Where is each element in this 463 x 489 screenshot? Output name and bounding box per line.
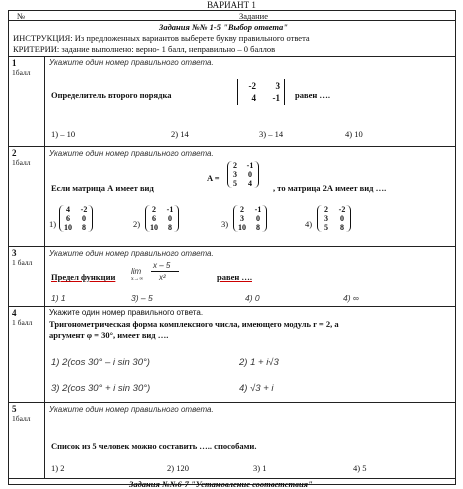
matrix-cell: 0 [168, 214, 172, 223]
answer-option-1[interactable]: 1) – 10 [51, 129, 76, 139]
column-header-num: № [17, 11, 26, 21]
answer-option-1[interactable]: 1) 2 [51, 463, 65, 473]
matrix-cell: 10 [238, 223, 246, 232]
column-header-task: Задание [239, 11, 268, 21]
answer-option-3[interactable]: 4) 0 [245, 293, 260, 303]
task-number-cell [9, 307, 45, 402]
answer-option-4-label[interactable]: 4) [305, 219, 313, 229]
task-content [49, 307, 451, 402]
matrix-cell: 0 [248, 170, 252, 179]
matrix-cell: -1 [254, 205, 262, 214]
intro-row [9, 21, 455, 57]
next-section-title: Задания №№6-7 "Установление соответствия" [129, 479, 313, 489]
answer-option-3-label[interactable]: 3) [221, 219, 229, 229]
answer-option-3[interactable]: 3) – 14 [259, 129, 284, 139]
matrix-cell: 8 [340, 223, 344, 232]
limit-symbol: lim [131, 267, 142, 276]
task-question: Если матрица А имеет вид [51, 183, 154, 193]
matrix-cell: 3 [240, 214, 244, 223]
matrix-cell: -2 [80, 205, 88, 214]
answer-option-3[interactable]: 3) 1 [253, 463, 267, 473]
matrix-cell: -1 [246, 161, 254, 170]
matrix-cell: -1 [166, 205, 174, 214]
task-table [8, 10, 456, 489]
matrix-cell: 2 [240, 205, 244, 214]
matrix-cell: 6 [66, 214, 70, 223]
matrix-cell: 2 [152, 205, 156, 214]
matrix-cell: 3 [233, 170, 237, 179]
task-question: Предел функции [51, 272, 116, 282]
answer-option-1-label[interactable]: 1) [49, 219, 57, 229]
matrix-cell: 2 [233, 161, 237, 170]
task-content [49, 403, 451, 478]
matrix-cell: 6 [152, 214, 156, 223]
matrix-label: A = [207, 173, 220, 183]
det-cell: -1 [272, 93, 280, 103]
task-content [49, 57, 451, 146]
answer-option-4[interactable]: 4) ∞ [343, 293, 359, 303]
answer-option-3-matrix[interactable] [233, 205, 267, 232]
task-number-cell [9, 57, 45, 146]
task-number: 1 [12, 58, 17, 68]
answer-option-1[interactable]: 1) 1 [51, 293, 66, 303]
task-question-tail: равен …. [295, 90, 330, 100]
task-question: Определитель второго порядка [51, 90, 172, 100]
table-header-row [9, 11, 455, 21]
matrix-cell: 8 [168, 223, 172, 232]
answer-option-4[interactable]: 4) √3 + i [239, 383, 274, 394]
matrix-cell: 2 [324, 205, 328, 214]
determinant-matrix [237, 79, 285, 105]
task-hint: Укажите один номер правильного ответа. [49, 405, 214, 414]
criteria-text: КРИТЕРИИ: задание выполнено: верно- 1 балл, неправильно – 0 баллов [13, 44, 276, 54]
answer-option-2[interactable]: 3) – 5 [131, 293, 153, 303]
task-number: 4 [12, 308, 17, 318]
task-points: 1 балл [12, 258, 33, 267]
task-question: Список из 5 человек можно составить ….. способами. [51, 441, 257, 451]
limit-subscript: x→∞ [131, 276, 144, 282]
section-title: Задания №№ 1-5 "Выбор ответа" [159, 22, 288, 32]
matrix-cell: 0 [82, 214, 86, 223]
answer-option-2[interactable]: 2) 120 [167, 463, 189, 473]
matrix-cell: -2 [338, 205, 346, 214]
det-cell: 3 [275, 81, 280, 91]
footer-row [9, 479, 455, 489]
task-number: 2 [12, 148, 17, 158]
task-content [49, 247, 451, 306]
matrix-cell: 3 [324, 214, 328, 223]
matrix-cell: 8 [256, 223, 260, 232]
task-number-cell [9, 403, 45, 478]
det-cell: -2 [248, 81, 256, 91]
answer-option-2-label[interactable]: 2) [133, 219, 141, 229]
matrix-cell: 4 [66, 205, 70, 214]
answer-option-4-matrix[interactable] [317, 205, 351, 232]
det-cell: 4 [251, 93, 256, 103]
matrix-cell: 4 [248, 179, 252, 188]
task-number-cell [9, 147, 45, 246]
matrix-cell: 5 [324, 223, 328, 232]
instruction-text: ИНСТРУКЦИЯ: Из предложенных вариантов выберете букву правильного ответа [13, 33, 310, 43]
task-question-tail: равен …. [217, 272, 252, 282]
task-hint: Укажите один номер правильного ответа. [49, 58, 214, 67]
task-number: 5 [12, 404, 17, 414]
task-row-4 [9, 307, 455, 403]
task-row-3 [9, 247, 455, 307]
task-row-5 [9, 403, 455, 479]
task-points: 1балл [12, 158, 31, 167]
variant-title: ВАРИАНТ 1 [207, 0, 256, 10]
matrix-a [227, 161, 259, 188]
task-hint: Укажите один номер правильного ответа. [49, 149, 214, 158]
matrix-cell: 0 [256, 214, 260, 223]
answer-option-2-matrix[interactable] [145, 205, 179, 232]
task-row-1 [9, 57, 455, 147]
answer-option-1-matrix[interactable] [59, 205, 93, 232]
task-question-line-2: аргумент φ = 30°, имеет вид …. [49, 330, 169, 340]
task-hint: Укажите один номер правильного ответа. [49, 308, 204, 317]
answer-option-2[interactable]: 2) 1 + i√3 [239, 357, 279, 368]
task-hint: Укажите один номер правильного ответа. [49, 249, 214, 258]
matrix-cell: 10 [64, 223, 72, 232]
task-content [49, 147, 451, 246]
answer-option-2[interactable]: 2) 14 [171, 129, 189, 139]
matrix-cell: 8 [82, 223, 86, 232]
task-number-cell [9, 247, 45, 306]
matrix-cell: 10 [150, 223, 158, 232]
matrix-cell: 0 [340, 214, 344, 223]
fraction-numerator: x – 5 [153, 261, 171, 270]
task-row-2 [9, 147, 455, 247]
answer-option-4[interactable]: 4) 5 [353, 463, 367, 473]
matrix-cell: 5 [233, 179, 237, 188]
fraction-bar [151, 271, 179, 272]
task-points: 1 балл [12, 318, 33, 327]
task-question-tail: , то матрица 2А имеет вид …. [273, 183, 387, 193]
answer-option-3[interactable]: 3) 2(cos 30° + i sin 30°) [51, 383, 151, 394]
task-question-line-1: Тригонометрическая форма комплексного числа, имеющего модуль r = 2, а [49, 319, 339, 329]
fraction-denominator: x² [159, 273, 166, 282]
task-points: 1балл [12, 68, 31, 77]
task-points: 1балл [12, 414, 31, 423]
answer-option-1[interactable]: 1) 2(cos 30° – i sin 30°) [51, 357, 150, 368]
task-number: 3 [12, 248, 17, 258]
answer-option-4[interactable]: 4) 10 [345, 129, 363, 139]
